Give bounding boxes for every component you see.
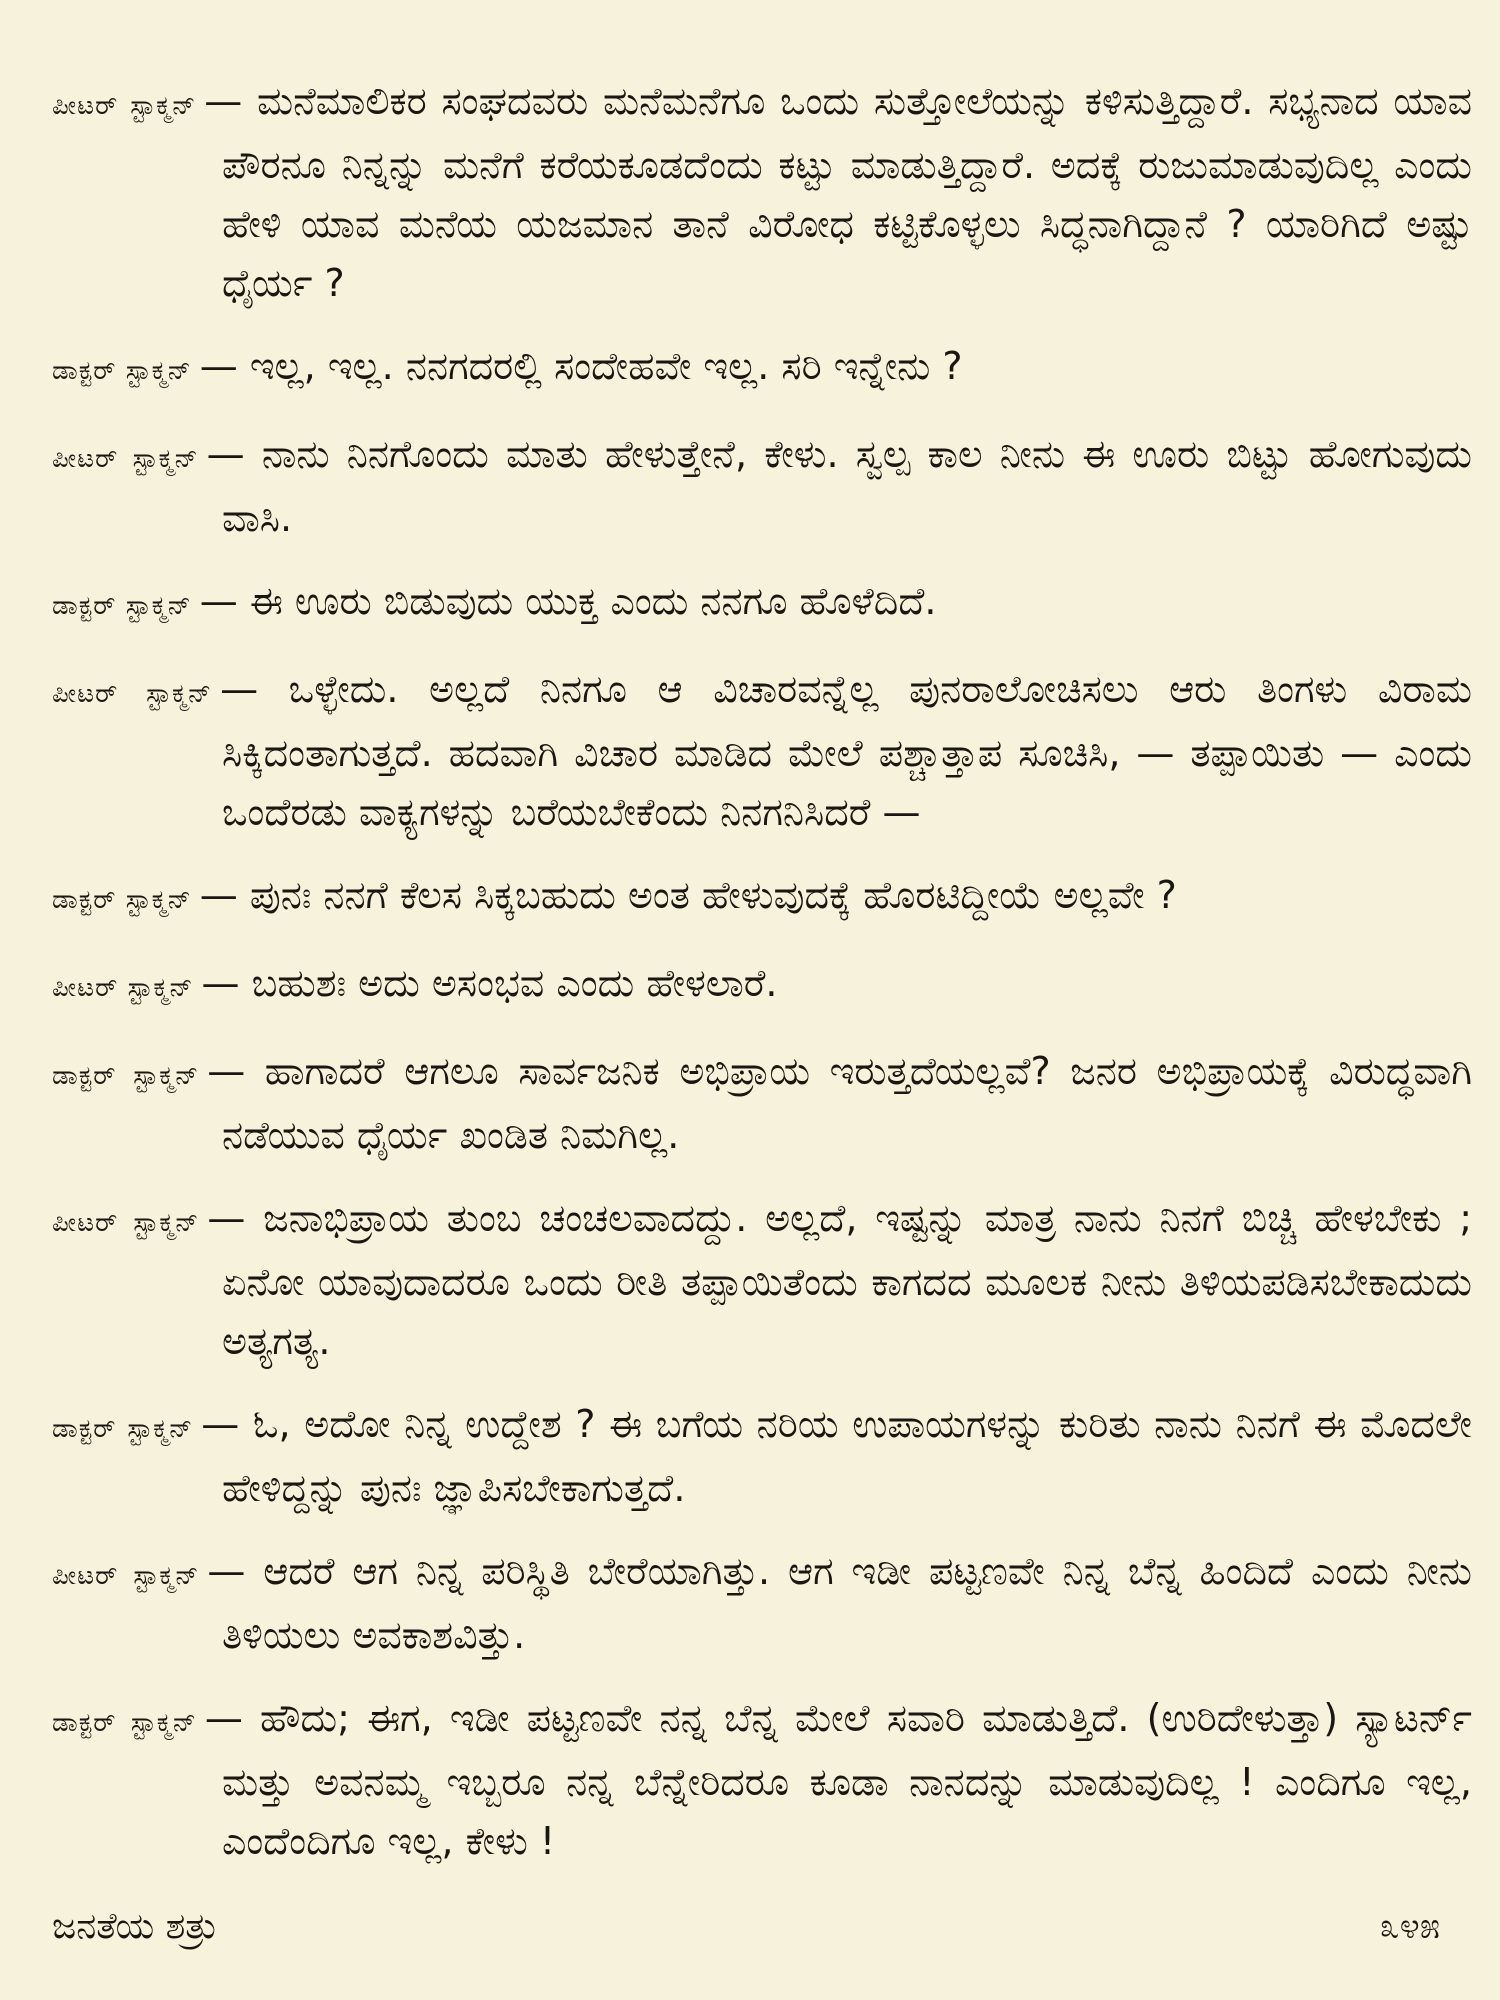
- dialogue-text: — ಹಾಗಾದರೆ ಆಗಲೂ ಸಾರ್ವಜನಿಕ ಅಭಿಪ್ರಾಯ ಇರುತ್ತದೆಯಲ್ಲವೆ? ಜನರ ಅಭಿಪ್ರಾಯಕ್ಕೆ ವಿರುದ್ಧವಾಗಿ ನಡೆಯುವ ಧೈರ್ಯ ಖಂಡಿತ ನಿಮಗಿಲ್ಲ.: [207, 1049, 1472, 1157]
- speaker-name: ಡಾಕ್ಟರ್ ಸ್ಟಾಕ್ಮನ್: [52, 591, 192, 621]
- speaker-name: ಪೀಟರ್ ಸ್ಟಾಕ್ಮನ್: [52, 679, 213, 709]
- speaker-name: ಪೀಟರ್ ಸ್ಟಾಕ್ಮನ್: [52, 973, 194, 1003]
- dialogue-text: — ಓ, ಅದೋ ನಿನ್ನ ಉದ್ದೇಶ ? ಈ ಬಗೆಯ ನರಿಯ ಉಪಾಯಗಳನ್ನು ಕುರಿತು ನಾನು ನಿನಗೆ ಈ ಮೊದಲೇ ಹೇಳಿದ್ದನ್ನು ಪುನಃ ಜ್ಞಾಪಿಸಬೇಕಾಗುತ್ತದೆ.: [201, 1402, 1472, 1510]
- dialogue-text: — ಹೌದು; ಈಗ, ಇಡೀ ಪಟ್ಟಣವೇ ನನ್ನ ಬೆನ್ನ ಮೇಲೆ ಸವಾರಿ ಮಾಡುತ್ತಿದೆ. (ಉರಿದೇಳುತ್ತಾ) ಸ್ಯಾಟರ್ನ್ ಮತ್ತು ಅವನಮ್ಮ ಇಬ್ಬರೂ ನನ್ನ ಬೆನ್ನೇರಿದರೂ ಕೂಡಾ ನಾನದನ್ನು ಮಾಡುವುದಿಲ್ಲ ! ಎಂದಿಗೂ ಇಲ್ಲ, ಎಂದೆಂದಿಗೂ ಇಲ್ಲ, ಕೇಳು !: [204, 1696, 1472, 1863]
- speaker-name: ಡಾಕ್ಟರ್ ಸ್ಟಾಕ್ಮನ್: [52, 885, 192, 915]
- speaker-name: ಡಾಕ್ಟರ್ ಸ್ಟಾಕ್ಮನ್: [52, 1061, 200, 1091]
- page-footer: [52, 1906, 1440, 1948]
- dialogue-entry-8: [52, 1042, 1472, 1165]
- speaker-name: ಡಾಕ್ಟರ್ ಸ್ಟಾಕ್ಮನ್: [52, 1708, 197, 1738]
- speaker-name: ಪೀಟರ್ ಸ್ಟಾಕ್ಮನ್: [52, 1561, 200, 1591]
- dialogue-entry-3: [52, 425, 1472, 548]
- document-body: [52, 72, 1472, 1895]
- dialogue-text: — ಇಲ್ಲ, ಇಲ್ಲ. ನನಗದರಲ್ಲಿ ಸಂದೇಹವೇ ಇಲ್ಲ. ಸರಿ ಇನ್ನೇನು ?: [199, 344, 963, 388]
- dialogue-entry-11: [52, 1542, 1472, 1665]
- speaker-name: ಡಾಕ್ಟರ್ ಸ್ಟಾಕ್ಮನ್: [52, 356, 192, 386]
- dialogue-text: — ಈ ಊರು ಬಿಡುವುದು ಯುಕ್ತ ಎಂದು ನನಗೂ ಹೊಳೆದಿದೆ.: [199, 579, 937, 623]
- dialogue-text: — ಮನೆಮಾಲಿಕರ ಸಂಘದವರು ಮನೆಮನೆಗೂ ಒಂದು ಸುತ್ತೋಲೆಯನ್ನು ಕಳಿಸುತ್ತಿದ್ದಾರೆ. ಸಭ್ಯನಾದ ಯಾವ ಪೌರನೂ ನಿನ್ನನ್ನು ಮನೆಗೆ ಕರೆಯಕೂಡದೆಂದು ಕಟ್ಟು ಮಾಡುತ್ತಿದ್ದಾರೆ. ಅದಕ್ಕೆ ರುಜುಮಾಡುವುದಿಲ್ಲ ಎಂದು ಹೇಳಿ ಯಾವ ಮನೆಯ ಯಜಮಾನ ತಾನೆ ವಿರೋಧ ಕಟ್ಟಿಕೊಳ್ಳಲು ಸಿದ್ಧನಾಗಿದ್ದಾನೆ ? ಯಾರಿಗಿದೆ ಅಷ್ಟು ಧೈರ್ಯ ?: [204, 79, 1472, 305]
- dialogue-text: — ಬಹುಶಃ ಅದು ಅಸಂಭವ ಎಂದು ಹೇಳಲಾರೆ.: [201, 961, 778, 1005]
- dialogue-entry-1: [52, 72, 1472, 313]
- dialogue-entry-9: [52, 1189, 1472, 1371]
- dialogue-entry-12: [52, 1689, 1472, 1871]
- dialogue-text: — ಒಳ್ಳೇದು. ಅಲ್ಲದೆ ನಿನಗೂ ಆ ವಿಚಾರವನ್ನೆಲ್ಲ ಪುನರಾಲೋಚಿಸಲು ಆರು ತಿಂಗಳು ವಿರಾಮ ಸಿಕ್ಕಿದಂತಾಗುತ್ತದೆ. ಹದವಾಗಿ ವಿಚಾರ ಮಾಡಿದ ಮೇಲೆ ಪಶ್ಚಾತ್ತಾಪ ಸೂಚಿಸಿ, — ತಪ್ಪಾಯಿತು — ಎಂದು ಒಂದೆರಡು ವಾಕ್ಯಗಳನ್ನು ಬರೆಯಬೇಕೆಂದು ನಿನಗನಿಸಿದರೆ —: [220, 667, 1472, 834]
- dialogue-entry-7: [52, 954, 1472, 1018]
- dialogue-entry-2: [52, 337, 1472, 401]
- page-number: ೩೪೫: [1379, 1906, 1440, 1947]
- speaker-name: ಪೀಟರ್ ಸ್ಟಾಕ್ಮನ್: [52, 91, 197, 121]
- speaker-name: ಡಾಕ್ಟರ್ ಸ್ಟಾಕ್ಮನ್: [52, 1414, 194, 1444]
- dialogue-entry-6: [52, 866, 1472, 930]
- dialogue-entry-4: [52, 572, 1472, 636]
- book-title: ಜನತೆಯ ಶತ್ರು: [52, 1906, 218, 1947]
- speaker-name: ಪೀಟರ್ ಸ್ಟಾಕ್ಮನ್: [52, 444, 199, 474]
- dialogue-text: — ಜನಾಭಿಪ್ರಾಯ ತುಂಬ ಚಂಚಲವಾದದ್ದು. ಅಲ್ಲದೆ, ಇಷ್ಟನ್ನು ಮಾತ್ರ ನಾನು ನಿನಗೆ ಬಿಚ್ಚಿ ಹೇಳಬೇಕು ; ಏನೋ ಯಾವುದಾದರೂ ಒಂದು ರೀತಿ ತಪ್ಪಾಯಿತೆಂದು ಕಾಗದದ ಮೂಲಕ ನೀನು ತಿಳಿಯಪಡಿಸಬೇಕಾದುದು ಅತ್ಯಗತ್ಯ.: [207, 1196, 1472, 1363]
- dialogue-entry-5: [52, 660, 1472, 842]
- dialogue-text: — ಆದರೆ ಆಗ ನಿನ್ನ ಪರಿಸ್ಥಿತಿ ಬೇರೆಯಾಗಿತ್ತು. ಆಗ ಇಡೀ ಪಟ್ಟಣವೇ ನಿನ್ನ ಬೆನ್ನ ಹಿಂದಿದೆ ಎಂದು ನೀನು ತಿಳಿಯಲು ಅವಕಾಶವಿತ್ತು.: [207, 1549, 1472, 1657]
- speaker-name: ಪೀಟರ್ ಸ್ಟಾಕ್ಮನ್: [52, 1208, 200, 1238]
- dialogue-text: — ನಾನು ನಿನಗೊಂದು ಮಾತು ಹೇಳುತ್ತೇನೆ, ಕೇಳು. ಸ್ವಲ್ಪ ಕಾಲ ನೀನು ಈ ಊರು ಬಿಟ್ಟು ಹೋಗುವುದು ವಾಸಿ.: [206, 432, 1473, 540]
- dialogue-text: — ಪುನಃ ನನಗೆ ಕೆಲಸ ಸಿಕ್ಕಬಹುದು ಅಂತ ಹೇಳುವುದಕ್ಕೆ ಹೊರಟಿದ್ದೀಯೆ ಅಲ್ಲವೇ ?: [199, 873, 1177, 917]
- dialogue-entry-10: [52, 1395, 1472, 1518]
